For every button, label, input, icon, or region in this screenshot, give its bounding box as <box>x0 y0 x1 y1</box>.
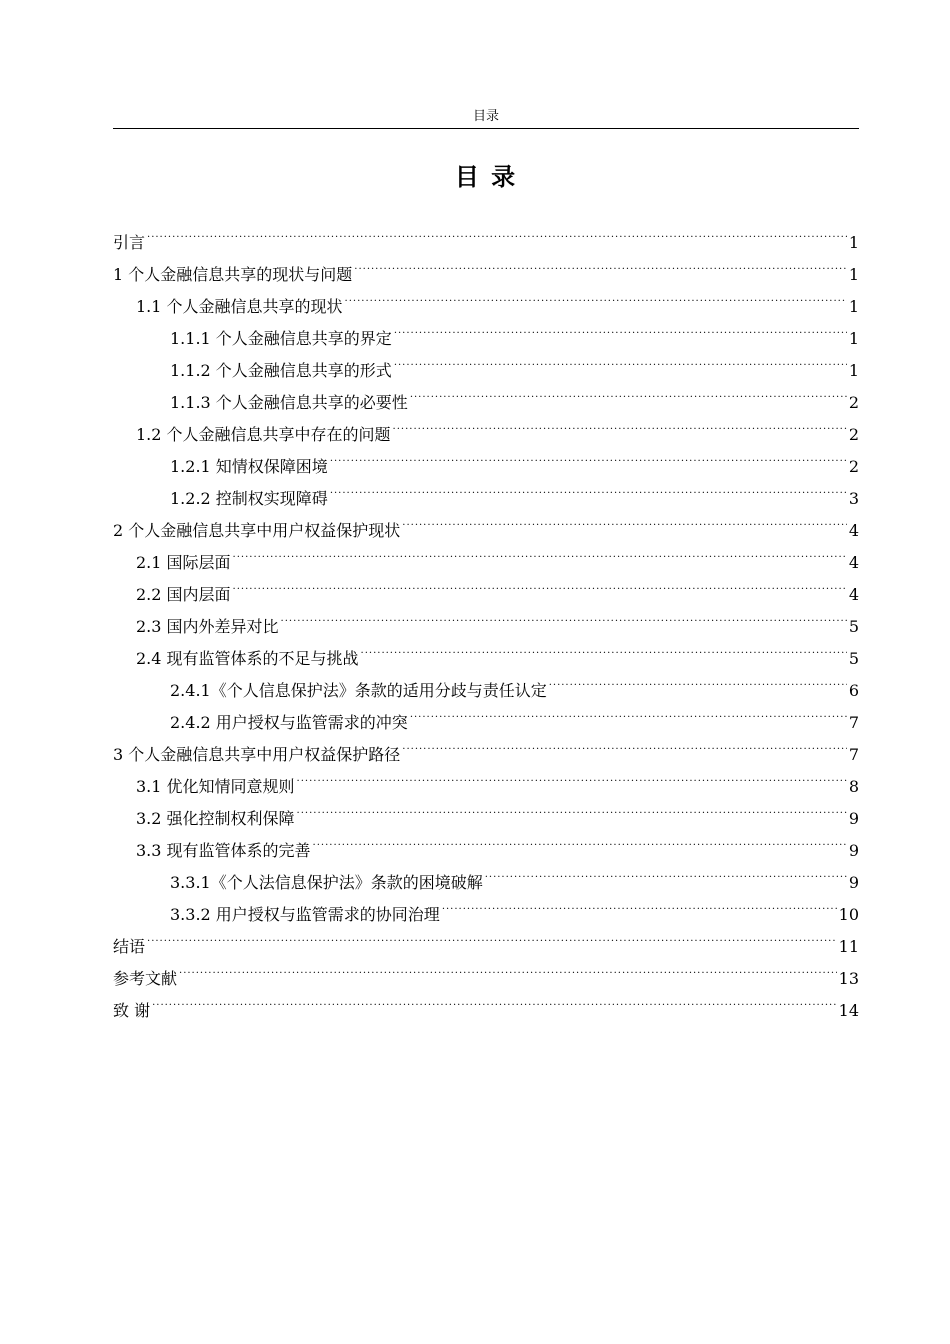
toc-entry-label: 3.1 优化知情同意规则 <box>136 777 295 796</box>
toc-dot-leader <box>354 248 847 280</box>
toc-dot-leader <box>233 536 847 568</box>
toc-dot-leader <box>410 376 847 408</box>
toc-page-number: 2 <box>848 425 859 444</box>
toc-page-number: 1 <box>848 329 859 348</box>
toc-entry-label: 2.4.2 用户授权与监管需求的冲突 <box>170 713 408 732</box>
toc-page-number: 1 <box>848 361 859 380</box>
toc-page-number: 5 <box>848 617 859 636</box>
toc-entry-label: 2.4.1《个人信息保护法》条款的适用分歧与责任认定 <box>170 681 547 700</box>
toc-entry-label: 1.2.2 控制权实现障碍 <box>170 489 328 508</box>
toc-entry-label: 2.2 国内层面 <box>136 585 231 604</box>
toc-entry-label: 2.3 国内外差异对比 <box>136 617 279 636</box>
toc-entry[interactable] <box>113 216 859 252</box>
toc-dot-leader <box>442 888 837 920</box>
toc-entry-label: 3.3 现有监管体系的完善 <box>136 841 311 860</box>
toc-page-number: 9 <box>848 873 859 892</box>
toc-page-number: 13 <box>838 969 859 988</box>
toc-page-number: 1 <box>848 265 859 284</box>
toc-dot-leader <box>330 472 847 504</box>
toc-entry-label: 致 谢 <box>113 1001 151 1020</box>
toc-dot-leader <box>330 440 847 472</box>
toc-dot-leader <box>394 312 847 344</box>
toc-dot-leader <box>393 408 847 440</box>
toc-entry-label: 1.2 个人金融信息共享中存在的问题 <box>136 425 391 444</box>
toc-entry-label: 3.3.2 用户授权与监管需求的协同治理 <box>170 905 440 924</box>
toc-entry-label: 结语 <box>113 937 146 956</box>
toc-page-number: 4 <box>848 521 859 540</box>
toc-entry-label: 3 个人金融信息共享中用户权益保护路径 <box>113 745 401 764</box>
toc-dot-leader <box>147 920 837 952</box>
running-header: 目录 <box>472 109 499 124</box>
toc-entry-label: 1.1.3 个人金融信息共享的必要性 <box>170 393 408 412</box>
toc-entry-label: 1 个人金融信息共享的现状与问题 <box>113 265 353 284</box>
toc-dot-leader <box>361 632 847 664</box>
toc-entry[interactable] <box>113 952 859 988</box>
toc-page-number: 10 <box>838 905 859 924</box>
toc-title: 目 录 <box>454 162 518 191</box>
toc-page-number: 1 <box>848 233 859 252</box>
toc-entry[interactable] <box>113 984 859 1020</box>
toc-page-number: 3 <box>848 489 859 508</box>
toc-page-number: 7 <box>848 745 859 764</box>
toc-dot-leader <box>345 280 847 312</box>
toc-dot-leader <box>485 856 847 888</box>
toc-page-number: 2 <box>848 393 859 412</box>
toc-dot-leader <box>549 664 847 696</box>
toc-dot-leader <box>402 504 847 536</box>
toc-entry-label: 参考文献 <box>113 969 178 988</box>
toc-entry-label: 2.4 现有监管体系的不足与挑战 <box>136 649 359 668</box>
toc-page-number: 14 <box>838 1001 859 1020</box>
toc-page-number: 5 <box>848 649 859 668</box>
toc-dot-leader <box>410 696 847 728</box>
toc-dot-leader <box>402 728 847 760</box>
toc-page-number: 9 <box>848 841 859 860</box>
toc-entry-label: 3.2 强化控制权利保障 <box>136 809 295 828</box>
toc-dot-leader <box>394 344 847 376</box>
toc-page-number: 4 <box>848 553 859 572</box>
toc-dot-leader <box>152 984 837 1016</box>
toc-entry-label: 引言 <box>113 233 146 252</box>
toc-dot-leader <box>179 952 837 984</box>
toc-page-number: 11 <box>838 937 859 956</box>
toc-page-number: 7 <box>848 713 859 732</box>
toc-page-number: 1 <box>848 297 859 316</box>
toc-entry-label: 1.2.1 知情权保障困境 <box>170 457 328 476</box>
toc-page-number: 8 <box>848 777 859 796</box>
toc-dot-leader <box>313 824 847 856</box>
toc-entry-label: 3.3.1《个人法信息保护法》条款的困境破解 <box>170 873 483 892</box>
toc-entry-label: 1.1.2 个人金融信息共享的形式 <box>170 361 392 380</box>
toc-entry-label: 1.1 个人金融信息共享的现状 <box>136 297 343 316</box>
toc-dot-leader <box>297 760 847 792</box>
header-rule <box>113 128 859 129</box>
toc-dot-leader <box>233 568 847 600</box>
toc-entry-label: 1.1.1 个人金融信息共享的界定 <box>170 329 392 348</box>
toc-dot-leader <box>297 792 847 824</box>
toc-dot-leader <box>147 216 847 248</box>
table-of-contents <box>113 216 859 1020</box>
toc-page-number: 2 <box>848 457 859 476</box>
toc-page-number: 6 <box>848 681 859 700</box>
toc-entry[interactable] <box>113 248 859 284</box>
toc-entry-label: 2.1 国际层面 <box>136 553 231 572</box>
toc-page-number: 4 <box>848 585 859 604</box>
toc-page-number: 9 <box>848 809 859 828</box>
toc-entry[interactable] <box>113 920 859 956</box>
toc-entry-label: 2 个人金融信息共享中用户权益保护现状 <box>113 521 401 540</box>
toc-dot-leader <box>281 600 847 632</box>
